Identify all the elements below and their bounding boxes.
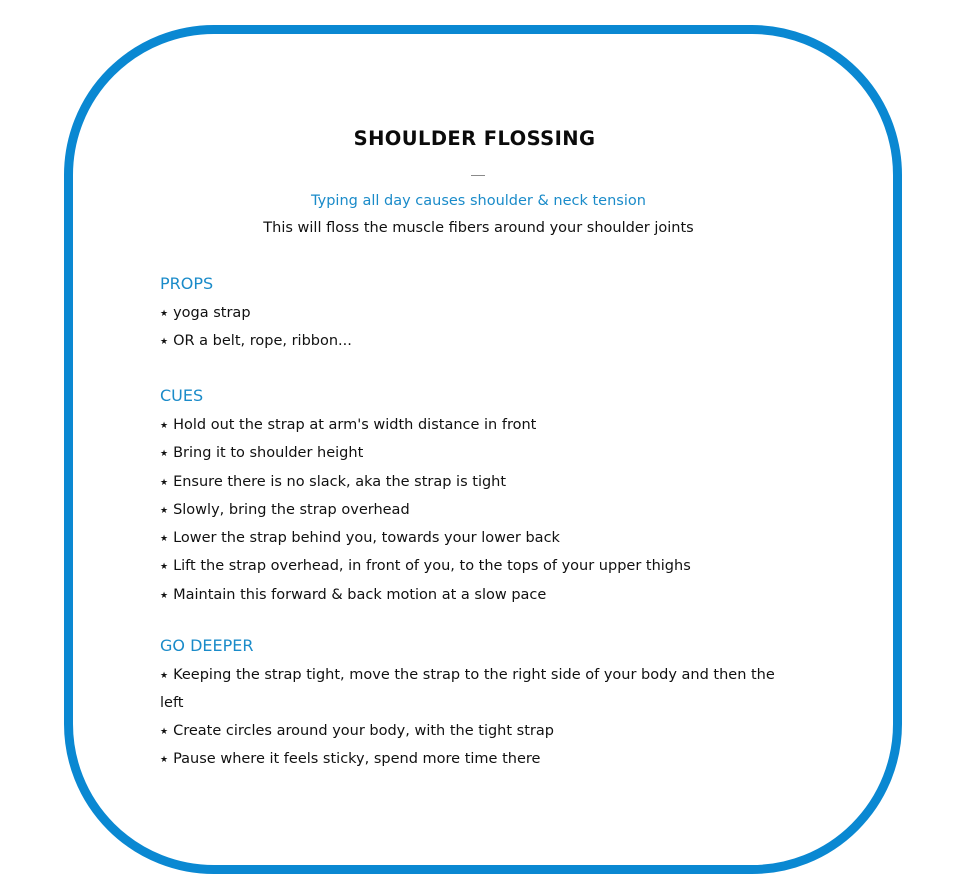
star-icon: ★ — [160, 671, 169, 681]
star-icon: ★ — [160, 337, 169, 348]
star-icon: ★ — [160, 477, 169, 488]
props-section — [160, 272, 800, 357]
list-item-text: Maintain this forward & back motion at a slow pace — [173, 586, 547, 603]
star-icon: ★ — [160, 562, 169, 573]
star-icon: ★ — [160, 754, 169, 765]
list-item-text: Create circles around your body, with the tight strap — [173, 722, 554, 739]
cues-section — [160, 384, 800, 610]
list-item — [160, 497, 800, 525]
list-item-text: Bring it to shoulder height — [173, 445, 364, 462]
list-item — [160, 662, 800, 718]
star-icon: ★ — [160, 726, 169, 737]
list-item — [160, 746, 800, 774]
title-divider — [471, 175, 485, 176]
list-item-text: OR a belt, rope, ribbon... — [173, 333, 352, 350]
go-deeper-section — [160, 634, 800, 774]
props-list — [160, 300, 800, 357]
cues-list — [160, 412, 800, 610]
list-item — [160, 328, 800, 356]
cues-heading: CUES — [160, 386, 204, 405]
list-item — [160, 525, 800, 553]
list-item-text: Keeping the strap tight, move the strap to the right side of your body and then the left — [160, 667, 775, 712]
list-item — [160, 412, 800, 440]
subtitle-tension: Typing all day causes shoulder & neck tension — [311, 193, 646, 209]
list-item-text: Lift the strap overhead, in front of you, to the tops of your upper thighs — [173, 558, 691, 575]
star-icon: ★ — [160, 421, 169, 431]
star-icon: ★ — [160, 534, 169, 545]
list-item-text: Slowly, bring the strap overhead — [173, 501, 410, 518]
list-item-text: yoga strap — [173, 305, 251, 321]
star-icon: ★ — [160, 505, 169, 516]
list-item — [160, 300, 800, 328]
subtitle-description: This will floss the muscle fibers around your shoulder joints — [263, 220, 694, 236]
go-deeper-heading: GO DEEPER — [160, 636, 254, 655]
list-item — [160, 469, 800, 497]
props-heading: PROPS — [160, 274, 214, 293]
list-item-text: Pause where it feels sticky, spend more time there — [173, 750, 541, 767]
star-icon: ★ — [160, 449, 169, 460]
list-item-text: Ensure there is no slack, aka the strap is tight — [173, 473, 507, 490]
list-item — [160, 582, 800, 610]
go-deeper-list — [160, 662, 800, 774]
star-icon: ★ — [160, 309, 169, 319]
star-icon: ★ — [160, 590, 169, 601]
page-title: SHOULDER FLOSSING — [353, 127, 596, 150]
list-item-text: Lower the strap behind you, towards your lower back — [173, 530, 560, 547]
list-item — [160, 440, 800, 468]
list-item-text: Hold out the strap at arm's width distance in front — [173, 417, 537, 433]
list-item — [160, 553, 800, 581]
list-item — [160, 718, 800, 746]
